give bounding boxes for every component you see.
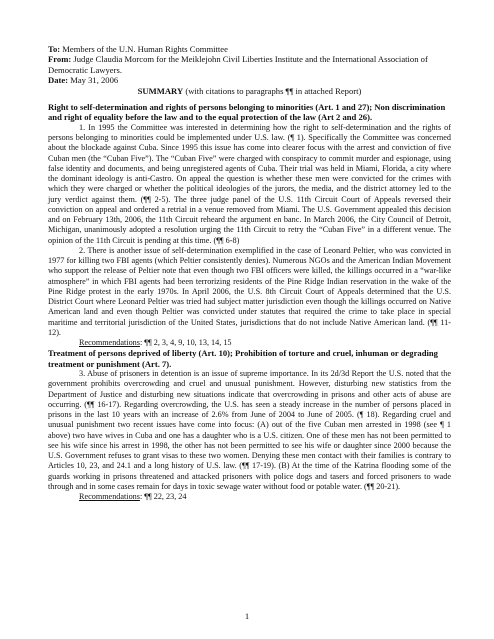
recommendations-line [48, 338, 451, 348]
from-value: Judge Claudia Morcom for the Meiklejohn Civil Liberties Institute and the International Association of Democratic Lawyers. [48, 54, 428, 75]
recommendations-value: : ¶¶ 2, 3, 4, 9, 10, 13, 14, 15 [139, 338, 232, 348]
summary-heading: SUMMARY [137, 85, 184, 96]
from-line [48, 54, 451, 75]
date-label: Date: [48, 75, 69, 86]
paragraph: 2. There is another issue of self-determination exemplified in the case of Leonard Peltier, who was convicted in 1977 for killing two FBI agents (which Peltier consistently denies). Numerous NGOs and the American Indian Movement who support the release of Peltier note that even though two FBI officers were killed, the killings occurred in a “war-like atmosphere” in which FBI agents had been terrorizing residents of the Pine Ridge Indian reservation in the wake of the Pine Ridge protest in the early 1970s. In April 2006, the U.S. 8th Circuit Court of Appeals determined that the U.S. District Court where Leonard Peltier was tried had subject matter jurisdiction even though the killings occurred on Native American land and even though Peltier was convicted under statutes that required the crime to take place in special maritime and territorial jurisdiction of the United States, jurisdictions that do not include Native American land. (¶¶ 11-12). [48, 245, 451, 337]
memo-header [48, 44, 451, 86]
summary-subtitle: (with citations to paragraphs ¶¶ in attached Report) [185, 85, 362, 96]
paragraph: 3. Abuse of prisoners in detention is an issue of supreme importance. In its 2d/3d Report the U.S. noted that the government prohibits overcrowding and cruel and unusual punishment. However, disturbing new statistics from the Department of Justice and disturbing new situations indicate that overcrowding in prisons and other acts of abuse are occurring. (¶¶ 16-17). Regarding overcrowding, the U.S. has seen a steady increase in the number of persons placed in prisons in the last 10 years with an increase of 2.6% from June of 2004 to June of 2005. (¶ 18). Regarding cruel and unusual punishment two recent issues have come into focus: (A) out of the five Cuban men arrested in 1998 (see ¶ 1 above) two have wives in Cuba and one has a daughter who is a U.S. citizen. One of these men has not been permitted to see his wife since his arrest in 1998, the other has not been permitted to see his wife or daughter since 2000 because the U.S. Government refuses to grant visas to these two women. Denying these men contact with their families is contrary to Articles 10, 23, and 24.1 and a long history of U.S. law. (¶¶ 17-19). (B) At the time of the Katrina flooding some of the guards working in prisons threatened and attacked prisoners with police dogs and tasers and forced prisoners to wade through and in some cases remain for days in toxic sewage water without food or potable water. (¶¶ 20-21). [48, 369, 451, 491]
section-treatment-of-persons [48, 348, 451, 502]
date-value: May 31, 2006 [70, 75, 119, 86]
from-label: From: [48, 54, 72, 65]
to-label: To: [48, 44, 61, 54]
paragraph: 1. In 1995 the Committee was interested in determining how the right to self-determination and the rights of persons belonging to minorities could be implemented under U.S. law. (¶ 1). Specifically the Committee was concerned about the blockade against Cuba. Since 1995 this issue has come into clearer focus with the arrest and conviction of five Cuban men (the “Cuban Five”). The “Cuban Five” were charged with conspiracy to commit murder and espionage, using false identity and documents, and being unregistered agents of Cuba. Their trial was held in Miami, Florida, a city where the dominant ideology is anti-Castro. On appeal the question is whether these men were convicted for the crimes with which they were charged or whether the political ideologies of the jurors, the media, and the district attorney led to the jury verdict against them. (¶¶ 2-5). The three judge panel of the U.S. 11th Circuit Court of Appeals reversed their conviction on appeal and ordered a retrial in a venue removed from Miami. The U.S. Government appealed this decision and on February 13th, 2006, the 11th Circuit reheard the argument en banc. In March 2006, the City Council of Detroit, Michigan, unanimously adopted a resolution urging the 11th Circuit to retry the “Cuban Five” in a different venue. The opinion of the 11th Circuit is pending at this time. (¶¶ 6-8) [48, 122, 451, 245]
to-value: Members of the U.N. Human Rights Committee [62, 44, 228, 54]
recommendations-value: : ¶¶ 22, 23, 24 [139, 492, 187, 502]
recommendations-line [48, 492, 451, 502]
date-line [48, 75, 451, 85]
section-heading: Treatment of persons deprived of liberty (Art. 10); Prohibition of torture and cruel, inhuman or degrading treatment or punishment (Art. 7). [48, 348, 438, 369]
summary-title [48, 86, 451, 96]
document-page [48, 44, 451, 503]
recommendations-label: Recommendations [79, 338, 140, 348]
section-heading: Right to self-determination and rights of persons belonging to minorities (Art. 1 and 27); Non discrimination and right of equality before the law and to the equal protection of the law (Art 2 and 26). [48, 102, 446, 123]
recommendations-label: Recommendations [79, 492, 140, 502]
to-line [48, 44, 451, 54]
page-number: 1 [244, 611, 250, 621]
section-self-determination [48, 102, 451, 348]
